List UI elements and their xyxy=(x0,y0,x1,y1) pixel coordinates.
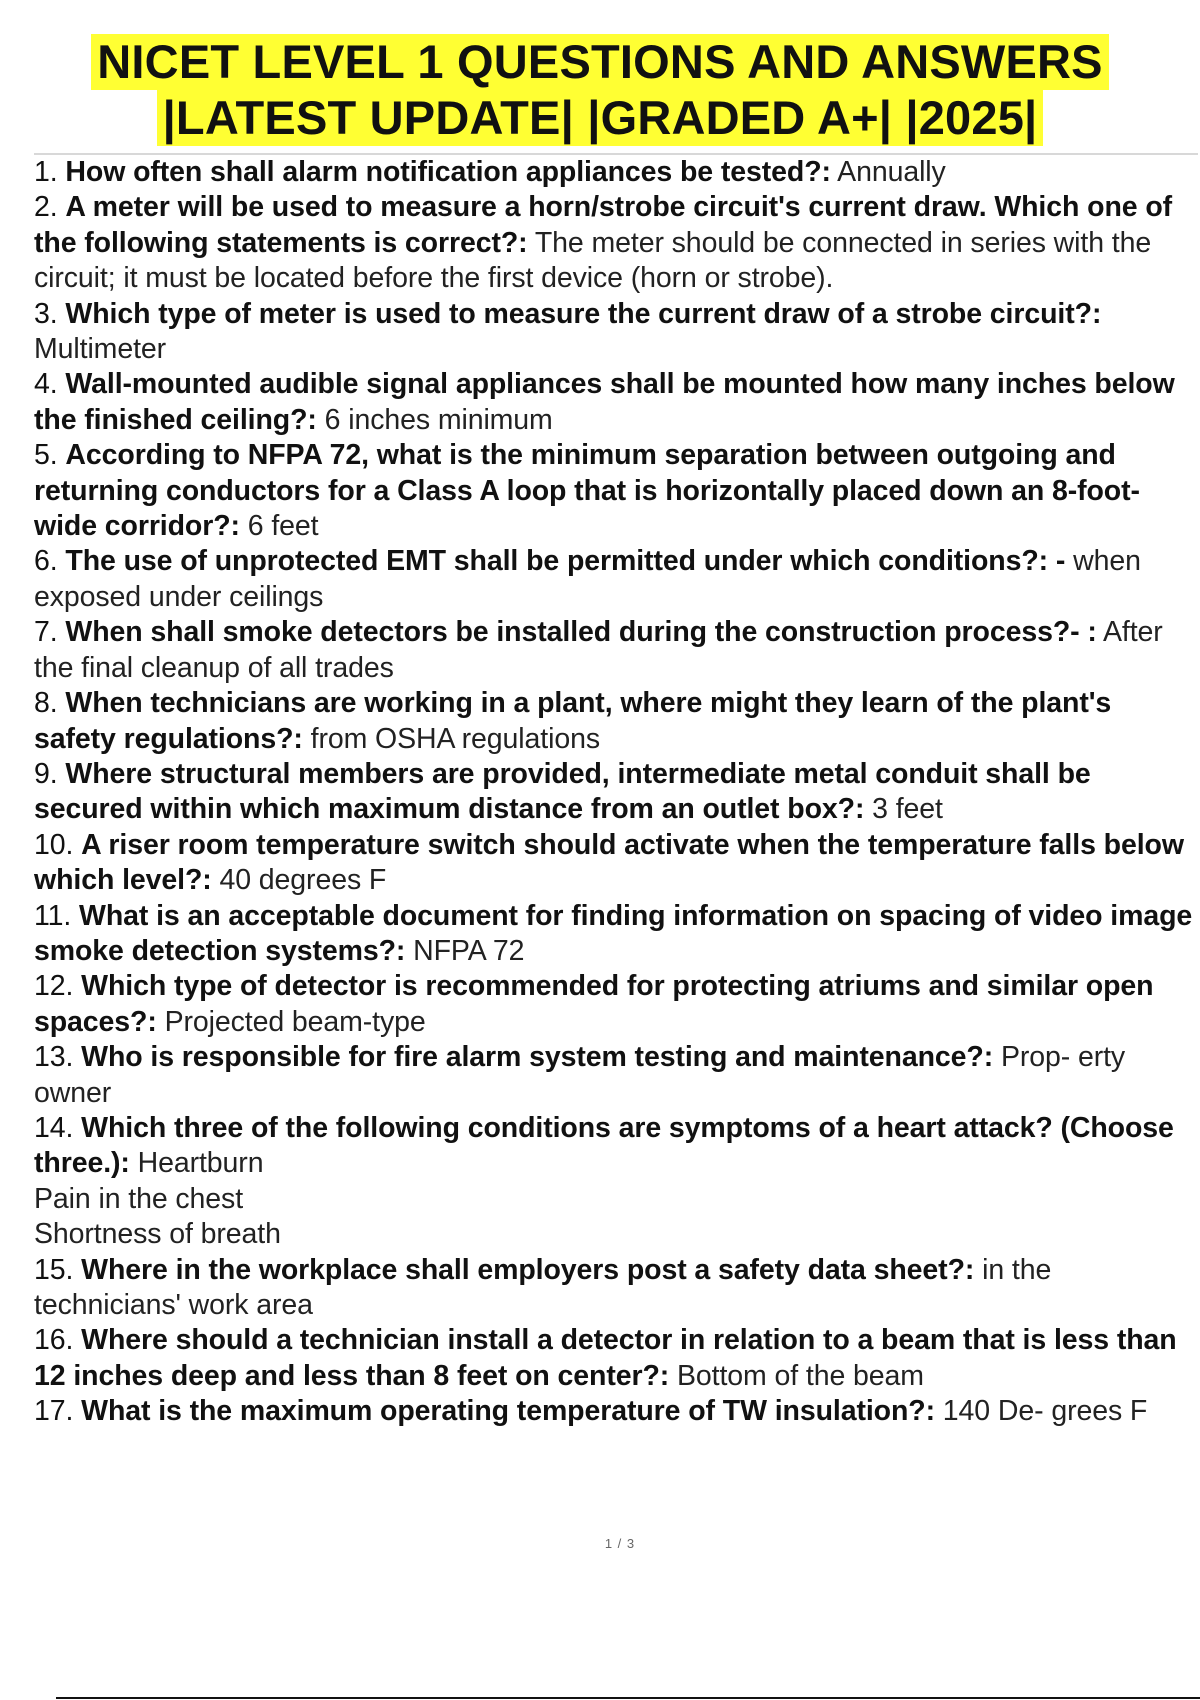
question-text: Who is responsible for fire alarm system testing and maintenance?: xyxy=(81,1041,994,1074)
qa-item xyxy=(34,297,1200,368)
answer-text: Annually xyxy=(830,156,946,188)
qa-item xyxy=(34,155,1200,190)
answer-text: 3 feet xyxy=(864,793,943,826)
qa-item xyxy=(34,828,1200,899)
question-number: 7. xyxy=(34,616,58,649)
question-text: What is an acceptable document for finding information on spacing of video image smoke detection systems?: xyxy=(34,899,1193,967)
answer-extra-line: Pain in the chest xyxy=(34,1182,244,1215)
answer-text: The meter should be connected in series with the circuit; it must be located before the first device (horn or strobe). xyxy=(34,226,1152,295)
question-number: 16. xyxy=(34,1324,74,1357)
question-text: When technicians are working in a plant, where might they learn of the plant's safety regulations?: xyxy=(34,687,1112,755)
answer-text: Prop- erty owner xyxy=(34,1041,1126,1109)
bottom-divider xyxy=(56,1697,1200,1699)
question-number: 3. xyxy=(34,297,58,330)
qa-list xyxy=(34,155,1200,1430)
question-number: 14. xyxy=(34,1111,74,1144)
question-text: Where should a technician install a detector in relation to a beam that is less than 12 inches deep and less than 8 feet on center?: xyxy=(34,1324,1177,1392)
qa-item xyxy=(34,757,1200,828)
answer-text: Heartburn xyxy=(129,1147,264,1180)
answer-text: 6 feet xyxy=(239,510,319,543)
question-text: Which three of the following conditions are symptoms of a heart attack? (Choose three.): xyxy=(34,1111,1174,1180)
answer-text: NFPA 72 xyxy=(405,934,525,967)
document-title xyxy=(0,34,1200,146)
answer-text: Multimeter xyxy=(34,333,167,366)
qa-item xyxy=(34,686,1200,757)
question-number: 10. xyxy=(34,828,74,861)
question-text: According to NFPA 72, what is the minimum separation between outgoing and returning conductors for a Class A loop that is horizontally placed down an 8-foot-wide corridor?: xyxy=(34,439,1140,543)
qa-item xyxy=(34,1394,1200,1429)
question-text: Where structural members are provided, intermediate metal conduit shall be secured within which maximum distance from an outlet box?: xyxy=(34,757,1091,826)
question-number: 5. xyxy=(34,439,58,472)
answer-text: 140 De- grees F xyxy=(934,1395,1148,1428)
qa-item xyxy=(34,1111,1200,1253)
title-line-1: NICET LEVEL 1 QUESTIONS AND ANSWERS xyxy=(91,34,1108,90)
answer-text: when exposed under ceilings xyxy=(34,545,1141,613)
question-number: 1. xyxy=(34,156,58,188)
question-text: A riser room temperature switch should activate when the temperature falls below which level?: xyxy=(34,828,1184,897)
question-number: 2. xyxy=(34,191,58,224)
question-text: Which type of detector is recommended for protecting atriums and similar open spaces?: xyxy=(34,970,1154,1038)
answer-text: Projected beam-type xyxy=(156,1005,426,1038)
answer-text: in the technicians' work area xyxy=(34,1253,1052,1321)
question-number: 17. xyxy=(34,1395,74,1428)
qa-item xyxy=(34,615,1200,686)
qa-item xyxy=(34,1040,1200,1111)
question-number: 8. xyxy=(34,687,58,720)
title-line-2: |LATEST UPDATE| |GRADED A+| |2025| xyxy=(157,90,1044,146)
question-text: The use of unprotected EMT shall be permitted under which conditions?: - xyxy=(65,545,1066,578)
answer-text: 6 inches minimum xyxy=(316,403,553,436)
qa-item xyxy=(34,438,1200,544)
question-number: 6. xyxy=(34,545,58,578)
question-number: 13. xyxy=(34,1041,74,1074)
answer-extra-line: Shortness of breath xyxy=(34,1218,281,1251)
question-text: Which type of meter is used to measure the current draw of a strobe circuit?: xyxy=(65,297,1102,330)
question-text: A meter will be used to measure a horn/strobe circuit's current draw. Which one of the following statements is correct?: xyxy=(34,191,1173,259)
qa-item xyxy=(34,969,1200,1040)
question-text: What is the maximum operating temperature of TW insulation?: xyxy=(81,1395,935,1428)
qa-item xyxy=(34,190,1200,296)
question-text: Where in the workplace shall employers post a safety data sheet?: xyxy=(81,1253,975,1286)
question-number: 9. xyxy=(34,757,58,790)
question-number: 11. xyxy=(34,899,72,932)
question-number: 12. xyxy=(34,970,74,1003)
answer-text: 40 degrees F xyxy=(211,864,387,897)
question-number: 15. xyxy=(34,1253,74,1286)
answer-text: After the final cleanup of all trades xyxy=(34,616,1163,684)
question-number: 4. xyxy=(34,368,58,401)
question-text: Wall-mounted audible signal appliances shall be mounted how many inches below the finished ceiling?: xyxy=(34,368,1175,436)
question-text: When shall smoke detectors be installed during the construction process?- : xyxy=(65,616,1097,649)
qa-item xyxy=(34,1253,1200,1324)
answer-text: Bottom of the beam xyxy=(669,1359,924,1392)
qa-item xyxy=(34,367,1200,438)
answer-text: from OSHA regulations xyxy=(302,722,600,755)
question-text: How often shall alarm notification appliances be tested?: xyxy=(65,156,831,188)
qa-item xyxy=(34,544,1200,615)
page-number: 1 / 3 xyxy=(604,1536,636,1551)
qa-item xyxy=(34,1323,1200,1394)
qa-item xyxy=(34,899,1200,970)
